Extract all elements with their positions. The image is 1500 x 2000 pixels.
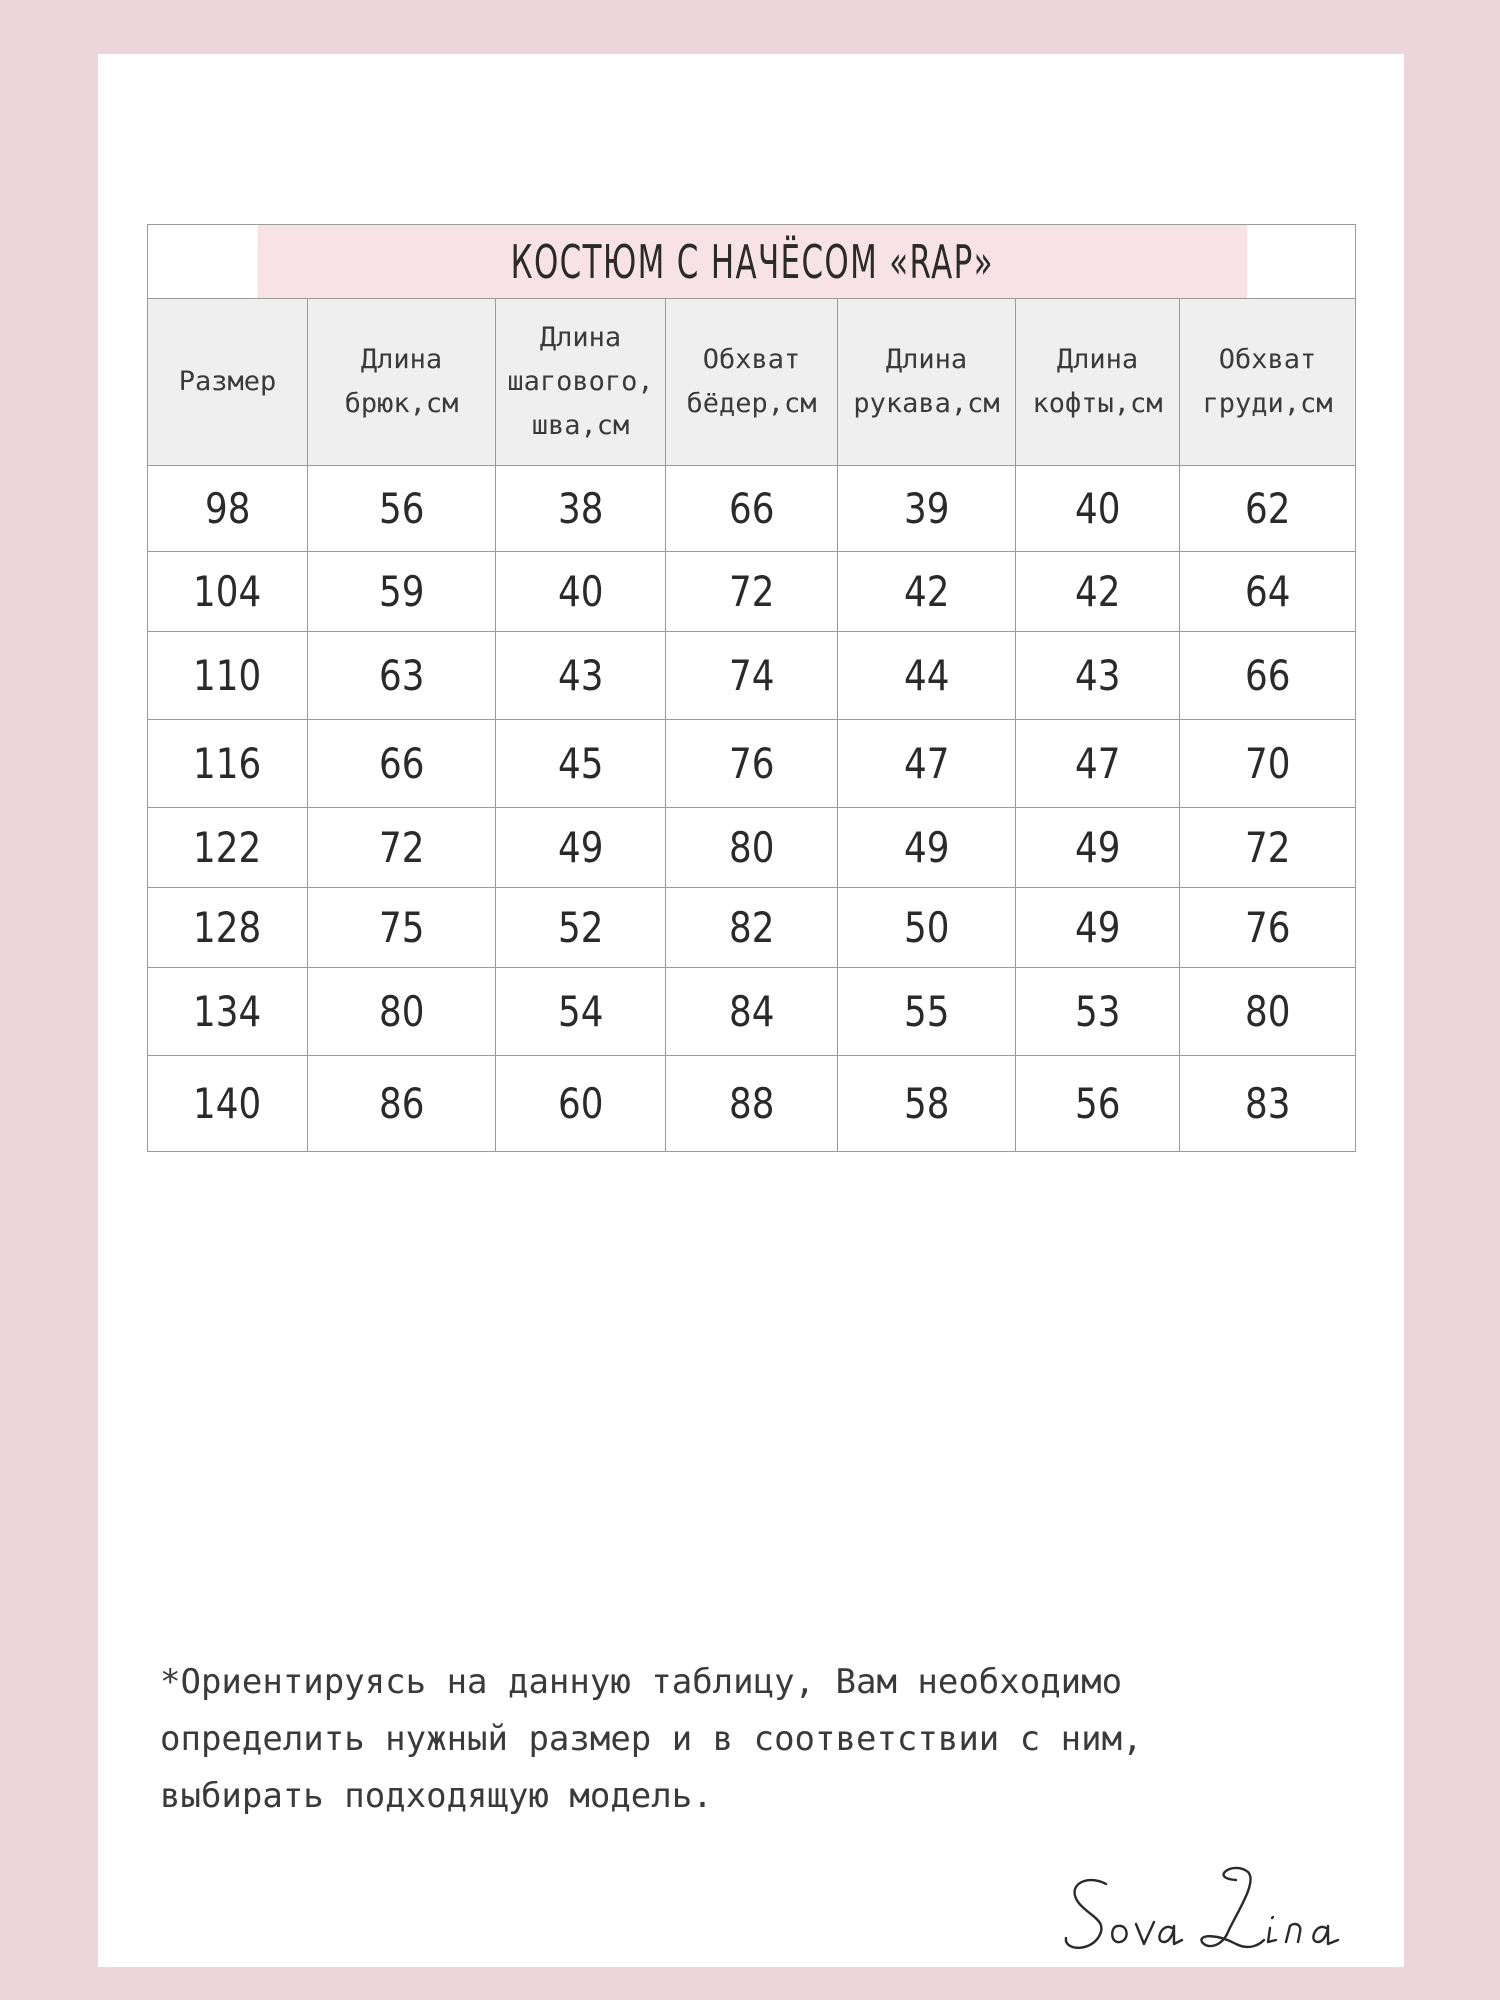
cell-value: 72 (728, 567, 775, 616)
measurement-cell (838, 466, 1016, 552)
measurement-cell (308, 466, 496, 552)
cell-value: 44 (903, 651, 950, 700)
cell-value: 49 (1074, 823, 1121, 872)
cell-value: 66 (378, 739, 425, 788)
measurement-cell (1180, 808, 1356, 888)
measurement-cell (838, 888, 1016, 968)
cell-value: 54 (557, 987, 604, 1036)
measurement-cell (1016, 466, 1180, 552)
cell-value: 40 (1074, 484, 1121, 533)
cell-value: 62 (1244, 484, 1291, 533)
cell-value: 72 (378, 823, 425, 872)
cell-value: 80 (1244, 987, 1291, 1036)
cell-value: 98 (204, 484, 251, 533)
cell-value: 39 (903, 484, 950, 533)
cell-value: 116 (193, 739, 262, 788)
cell-value: 42 (1074, 567, 1121, 616)
measurement-cell (1016, 720, 1180, 808)
cell-value: 64 (1244, 567, 1291, 616)
table-title-cell (256, 225, 1247, 299)
cell-value: 58 (903, 1079, 950, 1128)
cell-value: 42 (903, 567, 950, 616)
measurement-cell (308, 888, 496, 968)
measurement-cell (1180, 1056, 1356, 1152)
cell-value: 60 (557, 1079, 604, 1128)
column-header-chest-girth: Обхват груди,см (1180, 299, 1356, 466)
cell-value: 40 (557, 567, 604, 616)
cell-value: 110 (193, 651, 262, 700)
cell-value: 47 (903, 739, 950, 788)
measurement-cell (308, 552, 496, 632)
cell-value: 70 (1244, 739, 1291, 788)
measurement-cell (1016, 552, 1180, 632)
header-row (148, 299, 1356, 466)
cell-value: 86 (378, 1079, 425, 1128)
cell-value: 63 (378, 651, 425, 700)
cell-value: 80 (728, 823, 775, 872)
cell-value: 66 (1244, 651, 1291, 700)
measurement-cell (666, 808, 838, 888)
column-header-trouser-length: Длина брюк,см (308, 299, 496, 466)
cell-value: 55 (903, 987, 950, 1036)
measurement-cell (1180, 720, 1356, 808)
table-row (148, 808, 1356, 888)
cell-value: 84 (728, 987, 775, 1036)
column-header-inseam-length: Длина шагового, шва,см (496, 299, 666, 466)
cell-value: 66 (728, 484, 775, 533)
table-row (148, 888, 1356, 968)
measurement-cell (496, 720, 666, 808)
cell-value: 56 (378, 484, 425, 533)
measurement-cell (838, 720, 1016, 808)
size-cell (148, 632, 308, 720)
measurement-cell (666, 888, 838, 968)
size-table (147, 224, 1356, 1152)
table-row (148, 968, 1356, 1056)
measurement-cell (496, 552, 666, 632)
cell-value: 53 (1074, 987, 1121, 1036)
measurement-cell (308, 1056, 496, 1152)
measurement-cell (666, 632, 838, 720)
measurement-cell (496, 632, 666, 720)
cell-value: 74 (728, 651, 775, 700)
cell-value: 59 (378, 567, 425, 616)
measurement-cell (308, 808, 496, 888)
measurement-cell (838, 1056, 1016, 1152)
measurement-cell (308, 968, 496, 1056)
cell-value: 75 (378, 903, 425, 952)
measurement-cell (496, 1056, 666, 1152)
measurement-cell (1016, 968, 1180, 1056)
cell-value: 47 (1074, 739, 1121, 788)
cell-value: 49 (903, 823, 950, 872)
sizing-note: *Ориентируясь на данную таблицу, Вам необходимо определить нужный размер и в соответствии с ним, выбирать подходящую модель. (160, 1662, 1143, 1816)
cell-value: 72 (1244, 823, 1291, 872)
measurement-cell (308, 632, 496, 720)
measurement-cell (496, 466, 666, 552)
measurement-cell (1016, 888, 1180, 968)
cell-value: 45 (557, 739, 604, 788)
size-cell (148, 888, 308, 968)
cell-value: 76 (1244, 903, 1291, 952)
cell-value: 122 (193, 823, 262, 872)
size-cell (148, 552, 308, 632)
table-title: КОСТЮМ С НАЧЁСОМ «RAP» (509, 234, 994, 289)
size-cell (148, 808, 308, 888)
cell-value: 88 (728, 1079, 775, 1128)
size-cell (148, 1056, 308, 1152)
table-row (148, 1056, 1356, 1152)
measurement-cell (666, 552, 838, 632)
measurement-cell (838, 808, 1016, 888)
measurement-cell (1016, 808, 1180, 888)
cell-value: 82 (728, 903, 775, 952)
cell-value: 140 (193, 1079, 262, 1128)
measurement-cell (666, 1056, 838, 1152)
cell-value: 104 (193, 567, 262, 616)
size-chart-sheet (98, 54, 1404, 1967)
table-row (148, 632, 1356, 720)
column-header-size: Размер (148, 299, 308, 466)
cell-value: 56 (1074, 1079, 1121, 1128)
measurement-cell (496, 808, 666, 888)
measurement-cell (1016, 1056, 1180, 1152)
measurement-cell (1180, 888, 1356, 968)
measurement-cell (666, 466, 838, 552)
measurement-cell (308, 720, 496, 808)
measurement-cell (838, 552, 1016, 632)
cell-value: 83 (1244, 1079, 1291, 1128)
column-header-hip-girth: Обхват бёдер,см (666, 299, 838, 466)
measurement-cell (496, 888, 666, 968)
size-cell (148, 968, 308, 1056)
table-row (148, 552, 1356, 632)
measurement-cell (838, 968, 1016, 1056)
cell-value: 76 (728, 739, 775, 788)
column-header-sleeve-length: Длина рукава,см (838, 299, 1016, 466)
measurement-cell (1180, 968, 1356, 1056)
cell-value: 49 (557, 823, 604, 872)
size-cell (148, 720, 308, 808)
measurement-cell (1180, 632, 1356, 720)
cell-value: 49 (1074, 903, 1121, 952)
column-header-jacket-length: Длина кофты,см (1016, 299, 1180, 466)
cell-value: 52 (557, 903, 604, 952)
cell-value: 38 (557, 484, 604, 533)
measurement-cell (838, 632, 1016, 720)
cell-value: 43 (557, 651, 604, 700)
table-row (148, 720, 1356, 808)
cell-value: 134 (193, 987, 262, 1036)
measurement-cell (666, 968, 838, 1056)
measurement-cell (496, 968, 666, 1056)
cell-value: 80 (378, 987, 425, 1036)
cell-value: 50 (903, 903, 950, 952)
size-cell (148, 466, 308, 552)
brand-signature-logo (1058, 1854, 1378, 1964)
cell-value: 43 (1074, 651, 1121, 700)
table-row (148, 466, 1356, 552)
measurement-cell (1180, 466, 1356, 552)
measurement-cell (1180, 552, 1356, 632)
measurement-cell (1016, 632, 1180, 720)
measurement-cell (666, 720, 838, 808)
cell-value: 128 (193, 903, 262, 952)
